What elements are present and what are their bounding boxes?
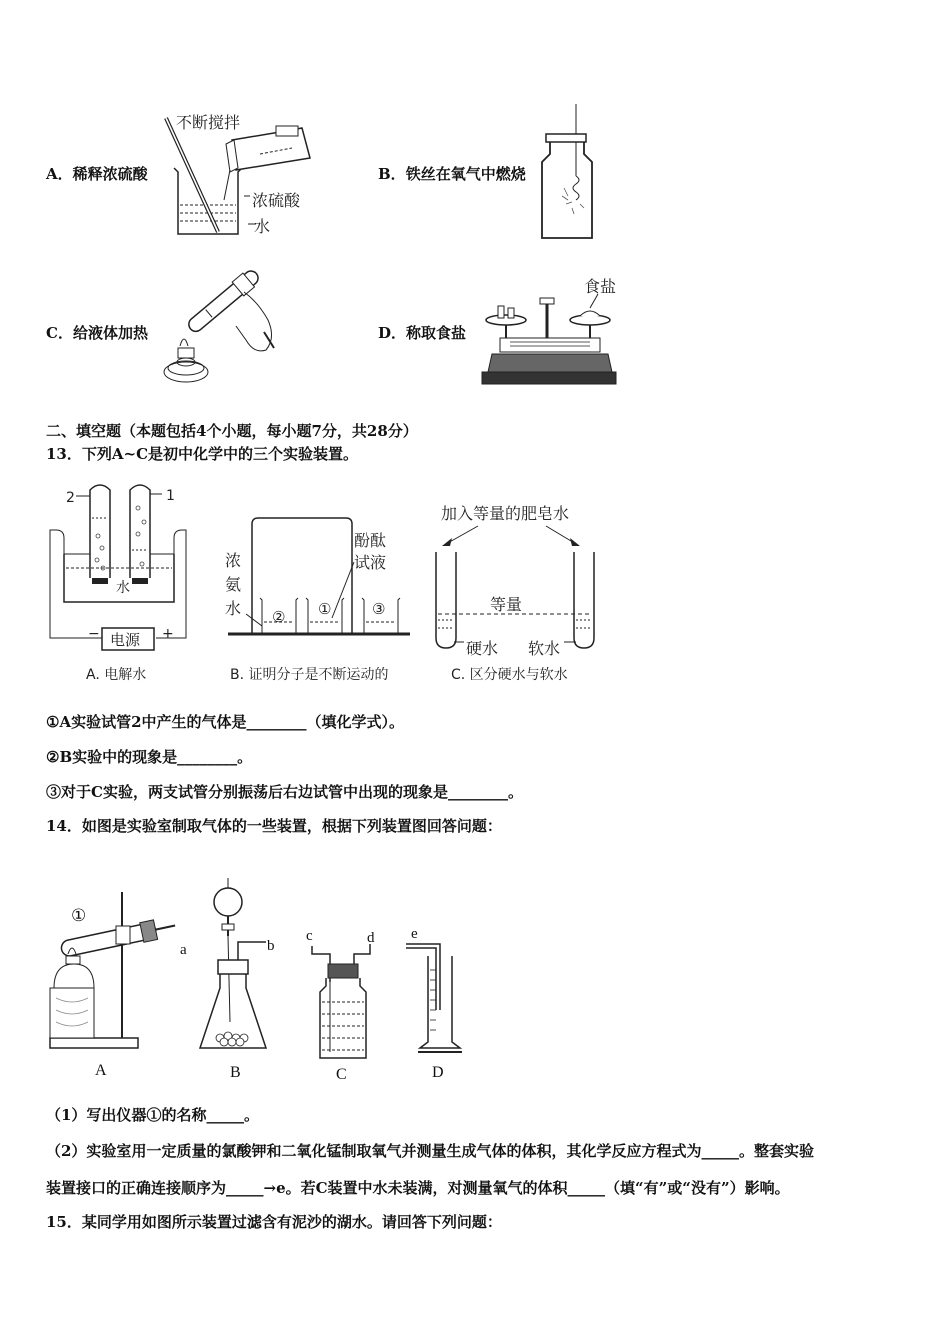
ammonia-char-1: 浓 [225, 551, 242, 570]
section-heading: 二、填空题（本题包括4个小题，每小题7分，共28分） [46, 422, 418, 440]
tube1-label: 1 [166, 488, 175, 504]
q14-stem: 14．如图是实验室制取气体的一些装置，根据下列装置图回答问题： [46, 817, 502, 835]
fig-a-caption: A. 电解水 [86, 667, 147, 683]
q15-stem: 15．某同学用如图所示装置过滤含有泥沙的湖水。请回答下列问题： [46, 1213, 502, 1231]
plus-sign: + [162, 626, 174, 642]
port-e-label: e [411, 926, 418, 942]
phenol-label-2: 试液 [354, 553, 387, 572]
option-b-label: 铁丝在氧气中燃烧 [405, 165, 526, 183]
soft-water-label: 软水 [528, 639, 561, 658]
fig-b-caption: B. 证明分子是不断运动的 [230, 667, 389, 683]
option-c-label: 给液体加热 [72, 324, 148, 342]
port-b-label: b [267, 938, 275, 954]
hard-water-label: 硬水 [466, 639, 499, 658]
apparatus-b-figure [196, 872, 286, 1062]
water-label-a: 水 [254, 217, 271, 236]
q13-sub1: ①A实验试管2中产生的气体是________（填化学式）。 [46, 713, 405, 731]
iron-burning-figure [536, 104, 600, 244]
apparatus-d-caption: D [432, 1064, 444, 1081]
beaker-2-label: ② [272, 608, 286, 626]
option-c-letter: C． [46, 324, 73, 342]
q14-part2-line2: 装置接口的正确连接顺序为_____→e。若C装置中水未装满，对测量氧气的体积_____（填“有”或“没有”）影响。 [46, 1179, 790, 1197]
apparatus-b-caption: B [230, 1064, 241, 1081]
electrolysis-figure [44, 478, 234, 658]
option-c [46, 323, 148, 343]
ammonia-char-3: 水 [225, 599, 242, 618]
tube2-label: 2 [66, 490, 75, 506]
option-d [378, 323, 466, 343]
heat-liquid-figure [160, 268, 290, 388]
soap-water-label: 加入等量的肥皂水 [441, 504, 570, 523]
stir-label: 不断搅拌 [176, 113, 241, 132]
option-d-label: 称取食盐 [406, 324, 467, 342]
dilute-acid-figure [160, 110, 320, 240]
power-label: 电源 [110, 631, 141, 649]
option-d-letter: D． [378, 324, 407, 342]
option-a-letter: A． [46, 165, 73, 183]
port-c-label: c [306, 928, 313, 944]
beaker-3-label: ③ [372, 600, 386, 618]
apparatus-c-figure [300, 942, 390, 1062]
option-a-label: 稀释浓硫酸 [72, 165, 148, 183]
instrument-1-mark: ① [71, 906, 87, 925]
apparatus-a-caption: A [95, 1062, 107, 1079]
minus-sign: − [88, 626, 100, 642]
option-a [46, 164, 148, 184]
option-b-letter: B． [378, 165, 406, 183]
balance-figure [480, 290, 620, 390]
apparatus-d-figure [400, 930, 470, 1058]
q14-part1: （1）写出仪器①的名称_____。 [46, 1106, 259, 1124]
q13-sub3: ③对于C实验，两支试管分别振荡后右边试管中出现的现象是________。 [46, 783, 523, 801]
apparatus-a-figure [46, 888, 196, 1058]
fig-c-caption: C. 区分硬水与软水 [451, 667, 568, 683]
q13-stem: 13．下列A~C是初中化学中的三个实验装置。 [46, 445, 359, 463]
apparatus-c-caption: C [336, 1066, 347, 1083]
port-a-label: a [180, 942, 187, 958]
equal-label: 等量 [490, 595, 523, 614]
q14-part2-line1: （2）实验室用一定质量的氯酸钾和二氧化锰制取氧气并测量生成气体的体积，其化学反应方程式为_____。整套实验 [46, 1142, 814, 1160]
option-b [378, 164, 526, 184]
acid-label: 浓硫酸 [252, 191, 301, 210]
q13-sub2: ②B实验中的现象是________。 [46, 748, 253, 766]
salt-label: 食盐 [584, 277, 617, 296]
ammonia-char-2: 氨 [225, 575, 242, 594]
port-d-label: d [367, 930, 375, 946]
hard-soft-water-figure [428, 522, 608, 654]
water-label-13a: 水 [116, 580, 130, 596]
phenol-label-1: 酚酞 [354, 531, 387, 550]
beaker-1-label: ① [318, 600, 332, 618]
